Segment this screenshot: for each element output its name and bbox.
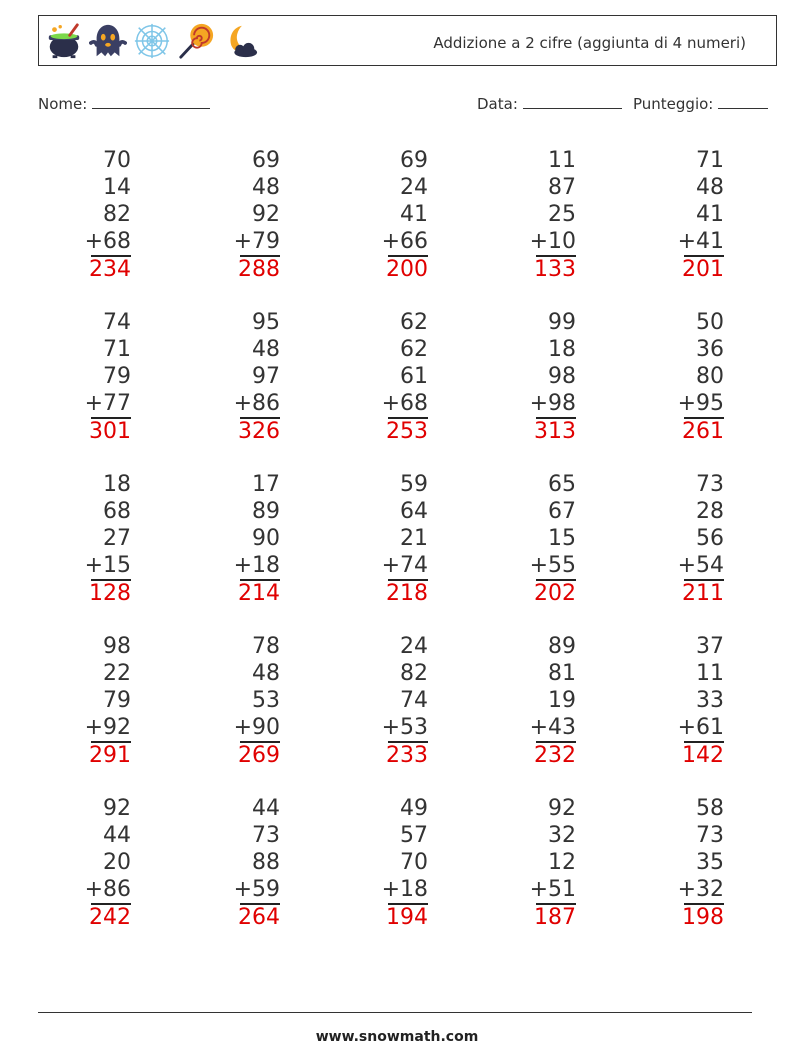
addend: 71 xyxy=(103,337,131,362)
cauldron-icon xyxy=(45,22,83,60)
last-addend: +10 xyxy=(529,229,576,254)
addend: 18 xyxy=(548,337,576,362)
last-addend: +79 xyxy=(233,229,280,254)
addend: 99 xyxy=(548,310,576,335)
problem xyxy=(654,147,724,283)
addend: 50 xyxy=(696,310,724,335)
name-field xyxy=(38,94,210,113)
addend: 36 xyxy=(696,337,724,362)
addend: 67 xyxy=(548,499,576,524)
date-field xyxy=(477,94,622,113)
problem xyxy=(358,471,428,607)
addend: 80 xyxy=(696,364,724,389)
last-addend: +59 xyxy=(233,877,280,902)
addend: 11 xyxy=(696,661,724,686)
name-label: Nome: xyxy=(38,95,88,113)
footer-site: www.snowmath.com xyxy=(315,1029,479,1045)
addend: 79 xyxy=(103,364,131,389)
problem xyxy=(654,633,724,769)
last-addend: +51 xyxy=(529,877,576,902)
answer: 201 xyxy=(682,257,724,282)
ghost-icon xyxy=(89,22,127,60)
problem xyxy=(61,633,131,769)
addend: 41 xyxy=(696,202,724,227)
addend: 32 xyxy=(548,823,576,848)
addend: 11 xyxy=(548,148,576,173)
answer: 233 xyxy=(386,743,428,768)
answer: 326 xyxy=(238,419,280,444)
answer: 234 xyxy=(89,257,131,282)
answer: 232 xyxy=(534,743,576,768)
addend: 74 xyxy=(103,310,131,335)
date-blank[interactable] xyxy=(523,94,622,109)
last-addend: +68 xyxy=(381,391,428,416)
addend: 73 xyxy=(252,823,280,848)
addend: 65 xyxy=(548,472,576,497)
last-addend: +74 xyxy=(381,553,428,578)
last-addend: +95 xyxy=(677,391,724,416)
addend: 68 xyxy=(103,499,131,524)
answer: 288 xyxy=(238,257,280,282)
addend: 73 xyxy=(696,472,724,497)
addend: 82 xyxy=(400,661,428,686)
problem xyxy=(506,471,576,607)
addend: 44 xyxy=(103,823,131,848)
problem xyxy=(506,795,576,931)
addend: 48 xyxy=(252,661,280,686)
problem xyxy=(210,795,280,931)
addend: 87 xyxy=(548,175,576,200)
addend: 21 xyxy=(400,526,428,551)
problem xyxy=(61,471,131,607)
score-blank[interactable] xyxy=(718,94,768,109)
answer: 264 xyxy=(238,905,280,930)
addend: 35 xyxy=(696,850,724,875)
addend: 58 xyxy=(696,796,724,821)
name-blank[interactable] xyxy=(92,94,210,109)
addend: 24 xyxy=(400,634,428,659)
answer: 291 xyxy=(89,743,131,768)
answer: 261 xyxy=(682,419,724,444)
problem xyxy=(358,795,428,931)
answer: 269 xyxy=(238,743,280,768)
addend: 82 xyxy=(103,202,131,227)
last-addend: +32 xyxy=(677,877,724,902)
answer: 313 xyxy=(534,419,576,444)
problem xyxy=(210,633,280,769)
problem xyxy=(358,147,428,283)
addend: 59 xyxy=(400,472,428,497)
addend: 24 xyxy=(400,175,428,200)
score-field xyxy=(633,94,768,113)
last-addend: +55 xyxy=(529,553,576,578)
problem xyxy=(210,309,280,445)
addend: 79 xyxy=(103,688,131,713)
answer: 194 xyxy=(386,905,428,930)
addend: 98 xyxy=(548,364,576,389)
addend: 69 xyxy=(400,148,428,173)
worksheet-title: Addizione a 2 cifre (aggiunta di 4 numeri) xyxy=(433,34,746,52)
addend: 18 xyxy=(103,472,131,497)
last-addend: +53 xyxy=(381,715,428,740)
answer: 301 xyxy=(89,419,131,444)
addend: 22 xyxy=(103,661,131,686)
problem xyxy=(358,309,428,445)
addend: 57 xyxy=(400,823,428,848)
answer: 253 xyxy=(386,419,428,444)
last-addend: +68 xyxy=(84,229,131,254)
answer: 200 xyxy=(386,257,428,282)
addend: 73 xyxy=(696,823,724,848)
problem xyxy=(210,471,280,607)
moon-cloud-icon xyxy=(221,22,259,60)
last-addend: +77 xyxy=(84,391,131,416)
addend: 88 xyxy=(252,850,280,875)
problem xyxy=(61,795,131,931)
answer: 211 xyxy=(682,581,724,606)
addend: 97 xyxy=(252,364,280,389)
problem xyxy=(61,147,131,283)
addend: 48 xyxy=(252,337,280,362)
addend: 19 xyxy=(548,688,576,713)
problem xyxy=(61,309,131,445)
addend: 98 xyxy=(103,634,131,659)
addend: 62 xyxy=(400,337,428,362)
addend: 37 xyxy=(696,634,724,659)
last-addend: +86 xyxy=(84,877,131,902)
addend: 15 xyxy=(548,526,576,551)
problem xyxy=(506,633,576,769)
last-addend: +66 xyxy=(381,229,428,254)
addend: 92 xyxy=(103,796,131,821)
addend: 25 xyxy=(548,202,576,227)
addend: 78 xyxy=(252,634,280,659)
answer: 198 xyxy=(682,905,724,930)
addend: 89 xyxy=(548,634,576,659)
answer: 187 xyxy=(534,905,576,930)
addend: 12 xyxy=(548,850,576,875)
addend: 92 xyxy=(252,202,280,227)
addend: 17 xyxy=(252,472,280,497)
addend: 71 xyxy=(696,148,724,173)
addend: 53 xyxy=(252,688,280,713)
addend: 48 xyxy=(696,175,724,200)
addend: 89 xyxy=(252,499,280,524)
addend: 81 xyxy=(548,661,576,686)
addend: 90 xyxy=(252,526,280,551)
addend: 70 xyxy=(400,850,428,875)
last-addend: +86 xyxy=(233,391,280,416)
last-addend: +90 xyxy=(233,715,280,740)
last-addend: +41 xyxy=(677,229,724,254)
answer: 242 xyxy=(89,905,131,930)
last-addend: +18 xyxy=(233,553,280,578)
last-addend: +43 xyxy=(529,715,576,740)
last-addend: +15 xyxy=(84,553,131,578)
last-addend: +54 xyxy=(677,553,724,578)
addend: 48 xyxy=(252,175,280,200)
addend: 56 xyxy=(696,526,724,551)
problem xyxy=(654,309,724,445)
score-label: Punteggio: xyxy=(633,95,714,113)
addend: 44 xyxy=(252,796,280,821)
addend: 20 xyxy=(103,850,131,875)
answer: 128 xyxy=(89,581,131,606)
answer: 218 xyxy=(386,581,428,606)
addend: 28 xyxy=(696,499,724,524)
addend: 41 xyxy=(400,202,428,227)
footer-divider xyxy=(38,1012,752,1013)
addend: 64 xyxy=(400,499,428,524)
answer: 202 xyxy=(534,581,576,606)
answer: 133 xyxy=(534,257,576,282)
answer: 142 xyxy=(682,743,724,768)
addend: 27 xyxy=(103,526,131,551)
addend: 70 xyxy=(103,148,131,173)
header-box xyxy=(38,15,777,66)
addend: 14 xyxy=(103,175,131,200)
answer: 214 xyxy=(238,581,280,606)
date-label: Data: xyxy=(477,95,518,113)
addend: 49 xyxy=(400,796,428,821)
addend: 74 xyxy=(400,688,428,713)
problem xyxy=(506,147,576,283)
problem xyxy=(358,633,428,769)
last-addend: +92 xyxy=(84,715,131,740)
addend: 95 xyxy=(252,310,280,335)
lollipop-icon xyxy=(177,22,215,60)
problem xyxy=(210,147,280,283)
problem xyxy=(506,309,576,445)
problem xyxy=(654,795,724,931)
addend: 92 xyxy=(548,796,576,821)
problem xyxy=(654,471,724,607)
last-addend: +98 xyxy=(529,391,576,416)
addend: 62 xyxy=(400,310,428,335)
addend: 69 xyxy=(252,148,280,173)
addend: 61 xyxy=(400,364,428,389)
icon-strip xyxy=(45,22,259,60)
addend: 33 xyxy=(696,688,724,713)
spiderweb-icon xyxy=(133,22,171,60)
last-addend: +18 xyxy=(381,877,428,902)
last-addend: +61 xyxy=(677,715,724,740)
